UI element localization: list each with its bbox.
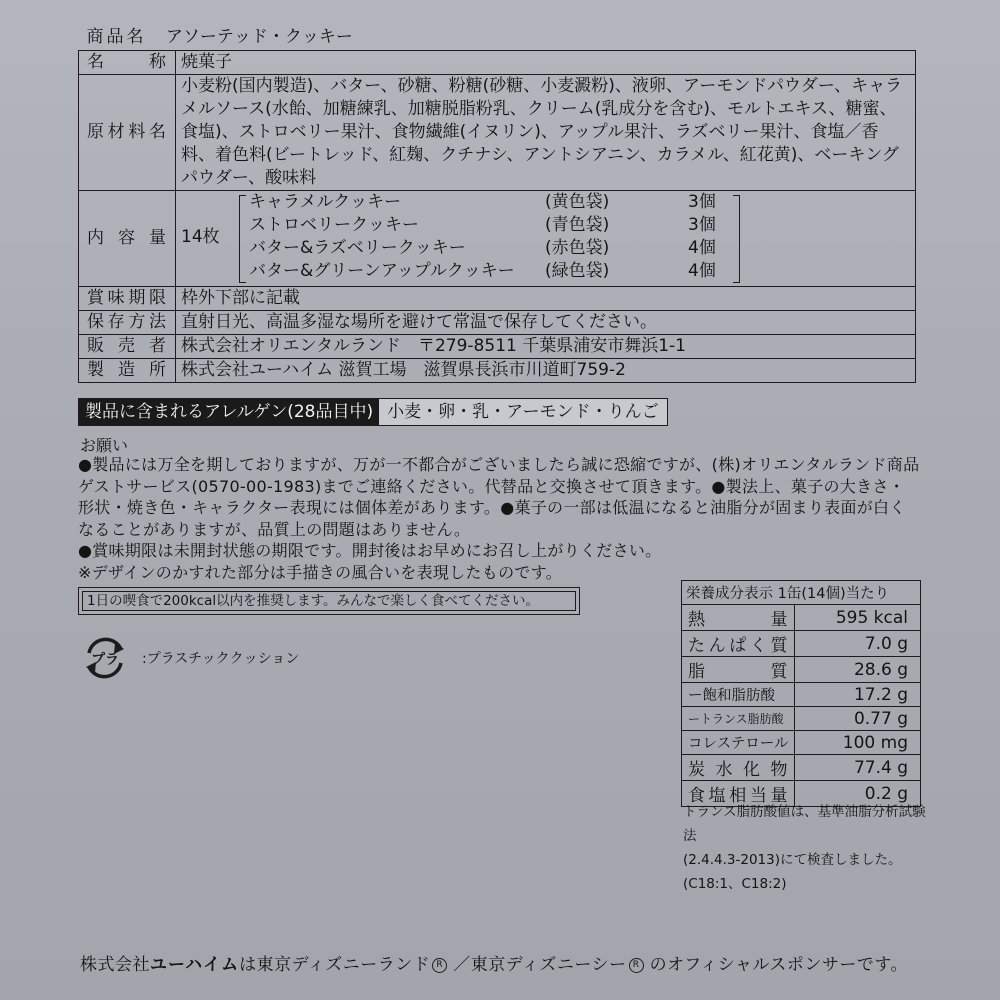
nutrient-label: たんぱく質: [682, 631, 795, 657]
footer-prefix: 株式会社: [80, 955, 150, 975]
trans-fat-note: [683, 800, 933, 896]
nutrient-value: 100 mg: [795, 731, 921, 755]
sponsor-footer: [80, 950, 908, 975]
item-bag: (青色袋): [545, 215, 610, 235]
storage-value: 直射日光、高温多湿な場所を避けて常温で保存してください。: [176, 311, 916, 335]
brand-logo-text: ユーハイム: [150, 955, 240, 975]
nutrient-value: 0.77 g: [795, 707, 921, 731]
item-name: キャラメルクッキー: [249, 192, 402, 212]
item-name: バター&グリーンアップルクッキー: [249, 261, 515, 281]
recommend-box: 1日の喫食で200kcal以内を推奨します。みんなで楽しく食べてください。: [78, 587, 580, 615]
item-bag: (赤色袋): [545, 238, 610, 258]
product-name-label: 商品名: [86, 26, 147, 47]
nutrition-table: [681, 580, 921, 807]
ingredients-value: 小麦粉(国内製造)、バター、砂糖、粉糖(砂糖、小麦澱粉)、液卵、アーモンドパウダー、キャラメルソース(水飴、加糖練乳、加糖脱脂粉乳、クリーム(乳成分を含む)、モルトエキス、糖蜜、食塩)、ストロベリー果汁、食物繊維(イヌリン)、アップル果汁、ラズベリー果汁、食塩／香料、着色料(ビートレッド、紅麹、クチナシ、アントシアニン、カラメル、紅花黄)、ベーキングパウダー、酸味料: [176, 75, 916, 191]
item-qty: 4個: [688, 238, 716, 258]
product-info-table: [78, 24, 916, 383]
contents-count: 14枚: [181, 227, 220, 247]
note-line: (C18:1、C18:2): [683, 876, 787, 892]
recycle-mark-text: プラ: [91, 652, 119, 668]
registered-mark-icon: R: [432, 958, 447, 973]
notice-text: [78, 454, 920, 583]
registered-mark-icon: R: [629, 958, 644, 973]
nutrient-label: ートランス脂肪酸: [682, 707, 795, 731]
nutrient-value: 595 kcal: [795, 605, 921, 631]
bracket-left: [239, 195, 246, 283]
nutrient-label: コレステロール: [682, 731, 795, 755]
item-name: バター&ラズベリークッキー: [249, 238, 466, 258]
storage-label: 保存方法: [79, 311, 176, 335]
item-qty: 3個: [688, 192, 716, 212]
nutrient-label: 脂 質: [682, 657, 795, 683]
nutrient-value: 77.4 g: [795, 755, 921, 781]
item-bag: (黄色袋): [545, 192, 610, 212]
contents-label: 内容量: [79, 191, 176, 287]
nutrient-value: 7.0 g: [795, 631, 921, 657]
nutrient-label: 熱 量: [682, 605, 795, 631]
expiry-label: 賞味期限: [79, 287, 176, 311]
recycle-text: :プラスチッククッション: [142, 651, 300, 667]
nutrient-value: 28.6 g: [795, 657, 921, 683]
nutrient-value: 17.2 g: [795, 683, 921, 707]
nutrient-value: 0.2 g: [795, 781, 921, 807]
recycle-plastic-icon: [80, 633, 130, 683]
ingredients-label: 原材料名: [79, 75, 176, 191]
maker-label: 製造所: [79, 359, 176, 383]
footer-separator: ／: [453, 955, 471, 975]
nutrient-label: 食塩相当量: [682, 781, 795, 807]
item-qty: 3個: [688, 215, 716, 235]
product-name-row: [79, 24, 916, 51]
note-line: (2.4.4.3-2013)にて検査しました。: [683, 852, 902, 868]
contents-cell: [176, 191, 916, 287]
seller-value: 株式会社オリエンタルランド 〒279-8511 千葉県浦安市舞浜1-1: [176, 335, 916, 359]
product-name-value: アソーテッド・クッキー: [165, 26, 353, 47]
note-line: トランス脂肪酸値は、基準油脂分析試験法: [683, 804, 926, 844]
footer-text: のオフィシャルスポンサーです。: [649, 955, 909, 975]
nutrient-label: 炭水化物: [682, 755, 795, 781]
nutrition-header: 栄養成分表示 1缶(14個)当たり: [682, 581, 921, 605]
allergen-label: 製品に含まれるアレルゲン(28品目中): [79, 399, 379, 425]
bracket-right: [733, 195, 740, 283]
expiry-value: 枠外下部に記載: [176, 287, 916, 311]
maker-value: 株式会社ユーハイム 滋賀工場 滋賀県長浜市川道町759-2: [176, 359, 916, 383]
allergen-bar: [78, 398, 668, 426]
notice-paragraph: ●賞味期限は未開封状態の期限です。開封後はお早めにお召し上がりください。: [78, 541, 662, 560]
kind-value: 焼菓子: [176, 51, 916, 75]
kind-label: 名 称: [79, 51, 176, 75]
seller-label: 販売者: [79, 335, 176, 359]
nutrient-label: ー飽和脂肪酸: [682, 683, 795, 707]
item-name: ストロベリークッキー: [249, 215, 419, 235]
item-bag: (緑色袋): [545, 261, 610, 281]
footer-text: は東京ディズニーランド: [239, 955, 431, 975]
contents-block: [181, 191, 910, 286]
notice-paragraph: ●製品には万全を期しておりますが、万が一不都合がございましたら誠に恐縮ですが、(株)オリエンタルランド商品ゲストサービス(0570-00-1983)までご連絡ください。代替品と交換させて頂きます。●製法上、菓子の大きさ・形状・焼き色・キャラクター表現には個体差があります。●菓子の一部は低温になると油脂分が固まり表面が白くなることがありますが、品質上の問題はありません。: [78, 455, 920, 539]
notice-paragraph: ※デザインのかすれた部分は手描きの風合いを表現したものです。: [78, 562, 563, 582]
allergen-items: 小麦・卵・乳・アーモンド・りんご: [387, 402, 659, 422]
notice-title: お願い: [80, 436, 129, 455]
footer-text: 東京ディズニーシー: [470, 955, 627, 975]
item-qty: 4個: [688, 261, 716, 281]
